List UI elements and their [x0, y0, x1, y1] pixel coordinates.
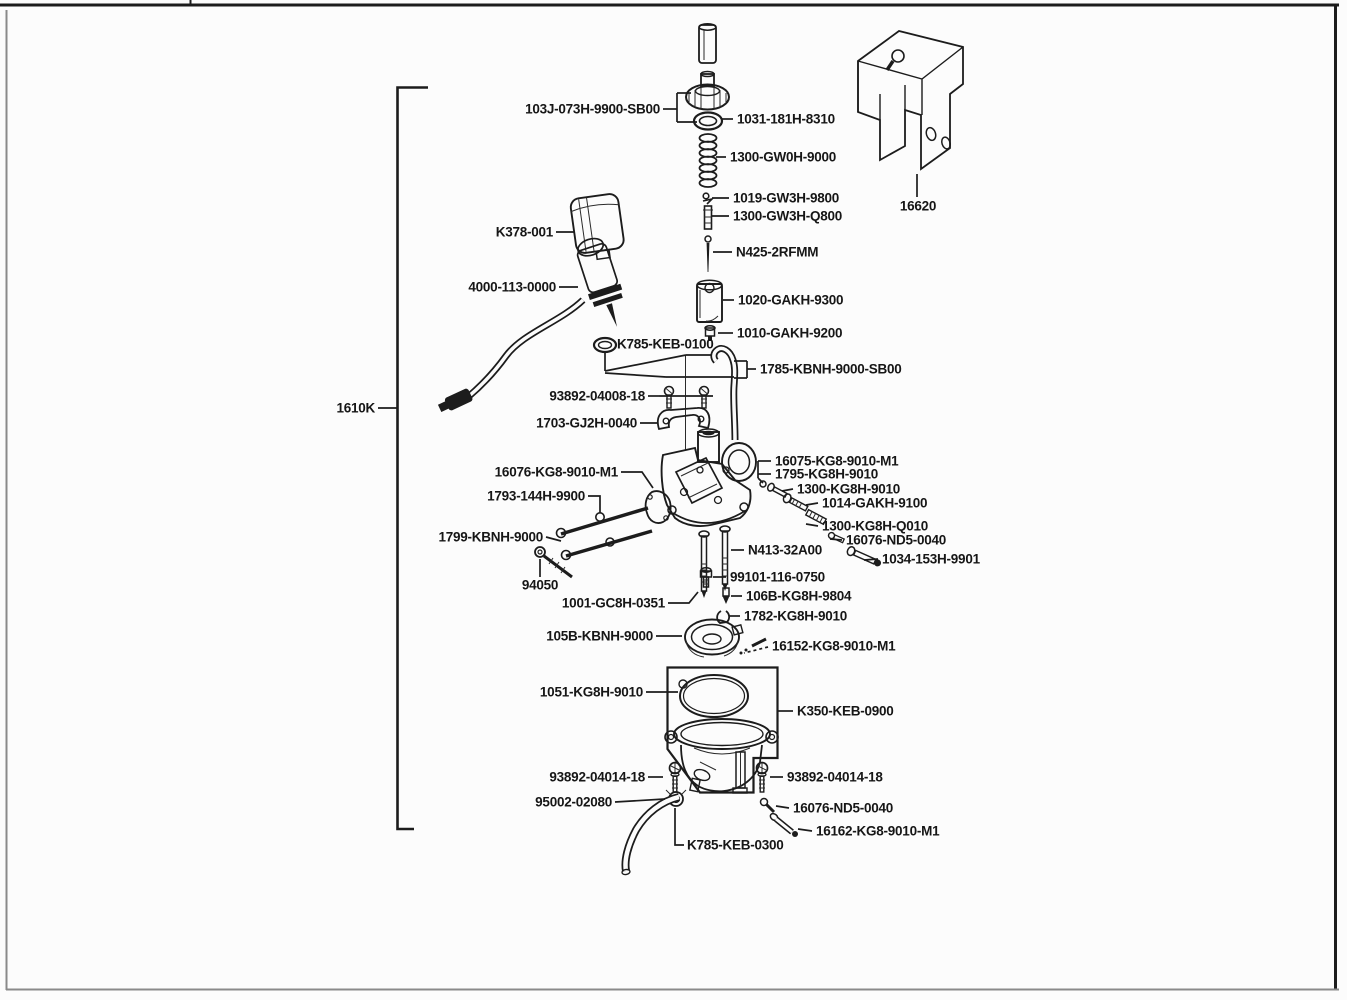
part-label-solenoid-4000: 4000-113-0000 — [468, 279, 556, 295]
part-label-drain-tube-k785: K785-KEB-0300 — [687, 837, 784, 853]
part-label-screw-16076nd-btm: 16076-ND5-0040 — [793, 800, 894, 816]
cable-bracket-1703 — [658, 408, 710, 429]
part-label-spring-1014: 1014-GAKH-9100 — [822, 495, 928, 511]
small-oring-k785 — [594, 338, 616, 352]
part-label-cap-group: 103J-073H-9900-SB00 — [525, 101, 660, 117]
part-label-tube-1785: 1785-KBNH-9000-SB00 — [760, 361, 902, 377]
needle-holder-rod — [703, 206, 713, 229]
part-label-gasket-1051: 1051-KG8H-9010 — [539, 684, 643, 700]
float-105b — [685, 620, 743, 658]
leader-line-drain-tube-k785 — [675, 808, 684, 845]
part-label-screw-16076nd: 16076-ND5-0040 — [846, 532, 947, 548]
jet-needle-n425 — [705, 236, 711, 272]
part-label-cdi-k378: K378-001 — [495, 224, 553, 240]
wire-connector — [437, 388, 474, 415]
bowl-screw-04014 — [670, 763, 681, 793]
slow-jet-16162 — [769, 812, 798, 837]
part-label-pin-16152: 16152-KG8-9010-M1 — [772, 638, 896, 654]
leader-line-screw-1034 — [864, 559, 878, 560]
leader-line-gasket-16076 — [621, 472, 653, 488]
part-label-screw-04014-right: 93892-04014-18 — [787, 769, 883, 785]
part-label-bolt-94050: 94050 — [521, 577, 559, 593]
drain-tube — [622, 797, 679, 875]
throttle-slide-1020 — [697, 280, 722, 322]
part-label-rod-1300: 1300-GW3H-Q800 — [733, 208, 843, 224]
leader-line-pin-16152 — [744, 647, 768, 653]
part-label-jet-99101: 99101-116-0750 — [730, 569, 825, 585]
leader-line-screw-1300q — [806, 524, 818, 526]
leader-line-jet-16162 — [798, 829, 812, 831]
part-label-bracket-1703: 1703-GJ2H-0040 — [536, 415, 637, 431]
part-label-screw-04014-left: 93892-04014-18 — [549, 769, 645, 785]
leader-line-stud-1793 — [588, 496, 600, 513]
float-bowl — [665, 719, 778, 793]
carburetor-body — [662, 429, 756, 526]
part-label-washer-1795: 1795-KG8H-9010 — [775, 466, 879, 482]
part-label-screw-1001: 1001-GC8H-0351 — [561, 595, 665, 611]
part-label-seat-1010: 1010-GAKH-9200 — [737, 325, 843, 341]
part-label-valve-106b: 106B-KG8H-9804 — [746, 588, 852, 604]
part-label-bolts-n413: N413-32A00 — [748, 542, 823, 558]
bowl-gasket-1051 — [679, 675, 748, 717]
part-label-screws-04008: 93892-04008-18 — [549, 388, 645, 404]
part-label-clip-1782: 1782-KG8H-9010 — [744, 608, 848, 624]
slide-spring — [700, 134, 717, 187]
chamber-bolt-n413 — [720, 526, 730, 591]
float-pin-16152 — [740, 639, 767, 655]
needle-clip-1019 — [703, 193, 712, 204]
part-label-oring-k785-0100: K785-KEB-0100 — [617, 336, 714, 352]
carb-top-cap — [686, 72, 729, 110]
leader-line-spring-1014 — [806, 503, 818, 505]
leader-line-screw-16076nd-btm — [776, 806, 789, 808]
part-label-group-1610k: 1610K — [336, 400, 375, 416]
part-label-bowl-box-k350: K350-KEB-0900 — [797, 703, 894, 719]
cover-screw-04008 — [700, 387, 709, 409]
part-label-plate-16075: 16075-KG8-9010-M1 — [775, 453, 899, 469]
float-valve-106b — [723, 588, 730, 604]
part-label-screw-1300a: 1300-KG8H-9010 — [797, 481, 901, 497]
cable-guide-tube — [699, 24, 716, 63]
part-label-studs-1799: 1799-KBNH-9000 — [438, 529, 543, 545]
leader-line-clamp-95002 — [615, 799, 665, 802]
part-label-screw-1300q: 1300-KG8H-Q010 — [822, 518, 929, 534]
chamber-bolt-n413 — [699, 531, 709, 598]
part-label-throttle-valve: 1020-GAKH-9300 — [738, 292, 844, 308]
overflow-tube-1785 — [714, 348, 735, 440]
stud-1799 — [562, 531, 653, 560]
part-label-clip-1019: 1019-GW3H-9800 — [733, 190, 840, 206]
leader-line-tube-1785 — [605, 373, 666, 377]
stud-1793 — [557, 508, 649, 538]
part-label-bracket-16620: 16620 — [899, 198, 937, 214]
part-label-float-105b: 105B-KBNH-9000 — [546, 628, 653, 644]
insulator-gasket-16076 — [646, 491, 671, 523]
leader-line-screw-1001 — [668, 592, 698, 603]
leader-line-screw-16076nd — [830, 539, 842, 540]
leader-line-tube-1785 — [605, 355, 686, 371]
part-label-jet-16162: 16162-KG8-9010-M1 — [816, 823, 940, 839]
part-label-oring-top: 1031-181H-8310 — [737, 111, 835, 127]
part-labels — [336, 93, 980, 853]
part-label-clamp-95002: 95002-02080 — [535, 794, 612, 810]
part-label-gasket-16076: 16076-KG8-9010-M1 — [494, 464, 618, 480]
drain-screw-16076nd — [761, 799, 775, 813]
part-label-needle-n425: N425-2RFMM — [736, 244, 819, 260]
part-label-stud-1793: 1793-144H-9900 — [487, 488, 585, 504]
part-label-spring-top: 1300-GW0H-9000 — [730, 149, 837, 165]
cover-screw-04008 — [665, 387, 674, 409]
top-oring-1031 — [694, 113, 722, 130]
mounting-bracket-16620 — [858, 31, 963, 169]
group-bracket-1610k — [398, 88, 429, 830]
part-label-screw-1034: 1034-153H-9901 — [882, 551, 980, 567]
leader-line-screw-1300a — [782, 489, 793, 491]
